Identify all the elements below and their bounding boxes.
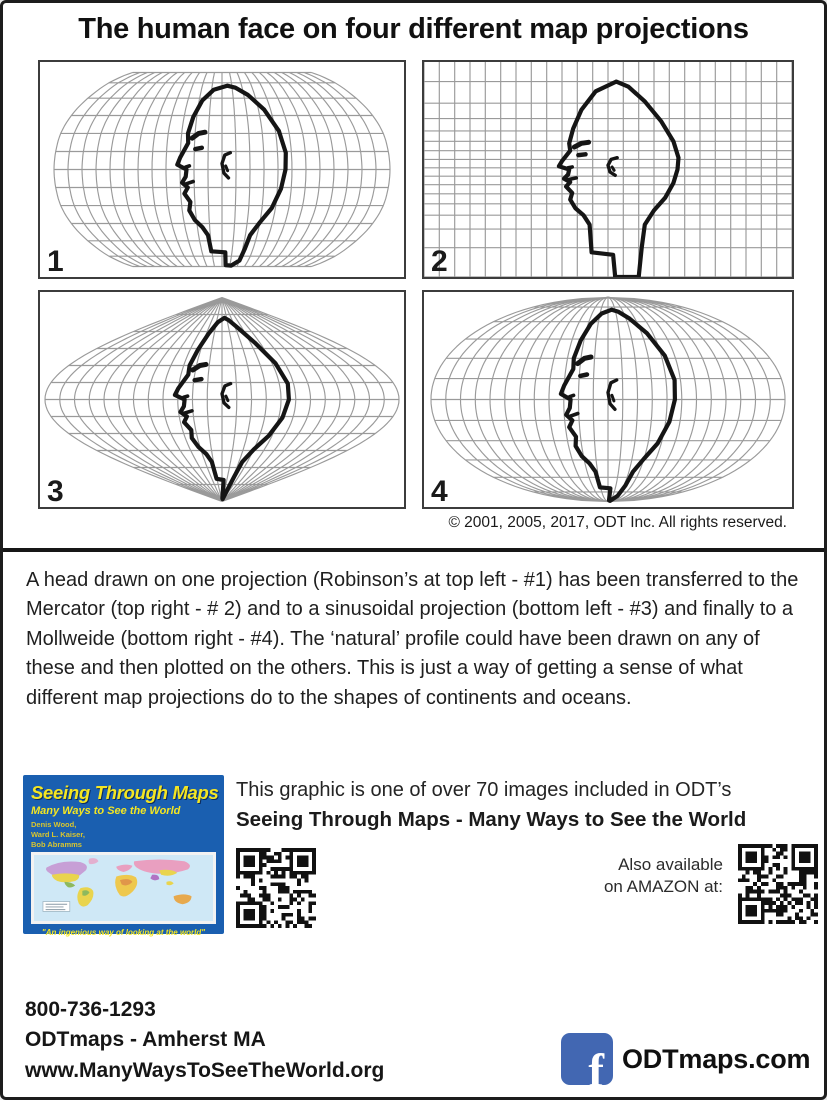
qr-code-book bbox=[236, 848, 316, 933]
book-quote-attribution bbox=[44, 940, 203, 943]
phone-number: 800-736-1293 bbox=[25, 998, 156, 1021]
social-row bbox=[561, 1033, 810, 1085]
world-map-thumbnail bbox=[31, 852, 216, 924]
mercator-projection-graphic bbox=[424, 62, 792, 277]
panel-number: 4 bbox=[431, 475, 448, 508]
panel-number: 1 bbox=[47, 245, 64, 278]
qr-code-art bbox=[738, 844, 818, 924]
book-subtitle: Many Ways to See the World bbox=[31, 805, 181, 817]
promo-text: This graphic is one of over 70 images included in ODT’s bbox=[236, 779, 732, 801]
copyright-notice: © 2001, 2005, 2017, ODT Inc. All rights reserved. bbox=[448, 514, 787, 531]
sinusoidal-projection-graphic bbox=[40, 292, 404, 507]
qr-code-amazon bbox=[738, 844, 818, 929]
amazon-note: Also available on AMAZON at: bbox=[603, 855, 723, 897]
company-location: ODTmaps - Amherst MA bbox=[25, 1028, 266, 1052]
map-panel-mollweide bbox=[422, 290, 794, 509]
contact-block bbox=[25, 995, 384, 1086]
section-divider bbox=[3, 548, 824, 552]
robinson-projection-graphic bbox=[40, 62, 404, 277]
world-map-art bbox=[34, 855, 213, 915]
book-cover bbox=[23, 775, 224, 938]
book-quote: "An ingenious way of looking at the world" bbox=[41, 928, 206, 938]
qr-code-art bbox=[236, 848, 316, 928]
panel-number: 3 bbox=[47, 475, 64, 508]
website-url[interactable]: www.ManyWaysToSeeTheWorld.org bbox=[25, 1058, 385, 1082]
book-title: Seeing Through Maps bbox=[31, 782, 219, 803]
facebook-handle[interactable]: ODTmaps.com bbox=[622, 1043, 811, 1074]
facebook-icon[interactable]: f bbox=[561, 1033, 613, 1085]
mollweide-projection-graphic bbox=[424, 292, 792, 507]
promo-book-title-text: Seeing Through Maps - Many Ways to See the World bbox=[236, 808, 747, 831]
panel-number: 2 bbox=[431, 245, 448, 278]
map-panel-mercator bbox=[422, 60, 794, 279]
map-panel-sinusoidal bbox=[38, 290, 406, 509]
page-title: The human face on four different map projections bbox=[78, 13, 749, 45]
book-authors: Denis Wood, Ward L. Kaiser, Bob Abramms bbox=[31, 820, 85, 849]
map-panel-robinson bbox=[38, 60, 406, 279]
description-paragraph: A head drawn on one projection (Robinson’s at top left - #1) has been transferred to the Mercator (top right - # 2) and to a sinusoidal projection (bottom left - #3) and finally to a Mollweide (bottom right - #4). The ‘natural’ profile could have been drawn on any of these and then plotted on the others. This is just a way of getting a sense of what different map projections do to the shapes of continents and oceans. bbox=[26, 569, 799, 709]
